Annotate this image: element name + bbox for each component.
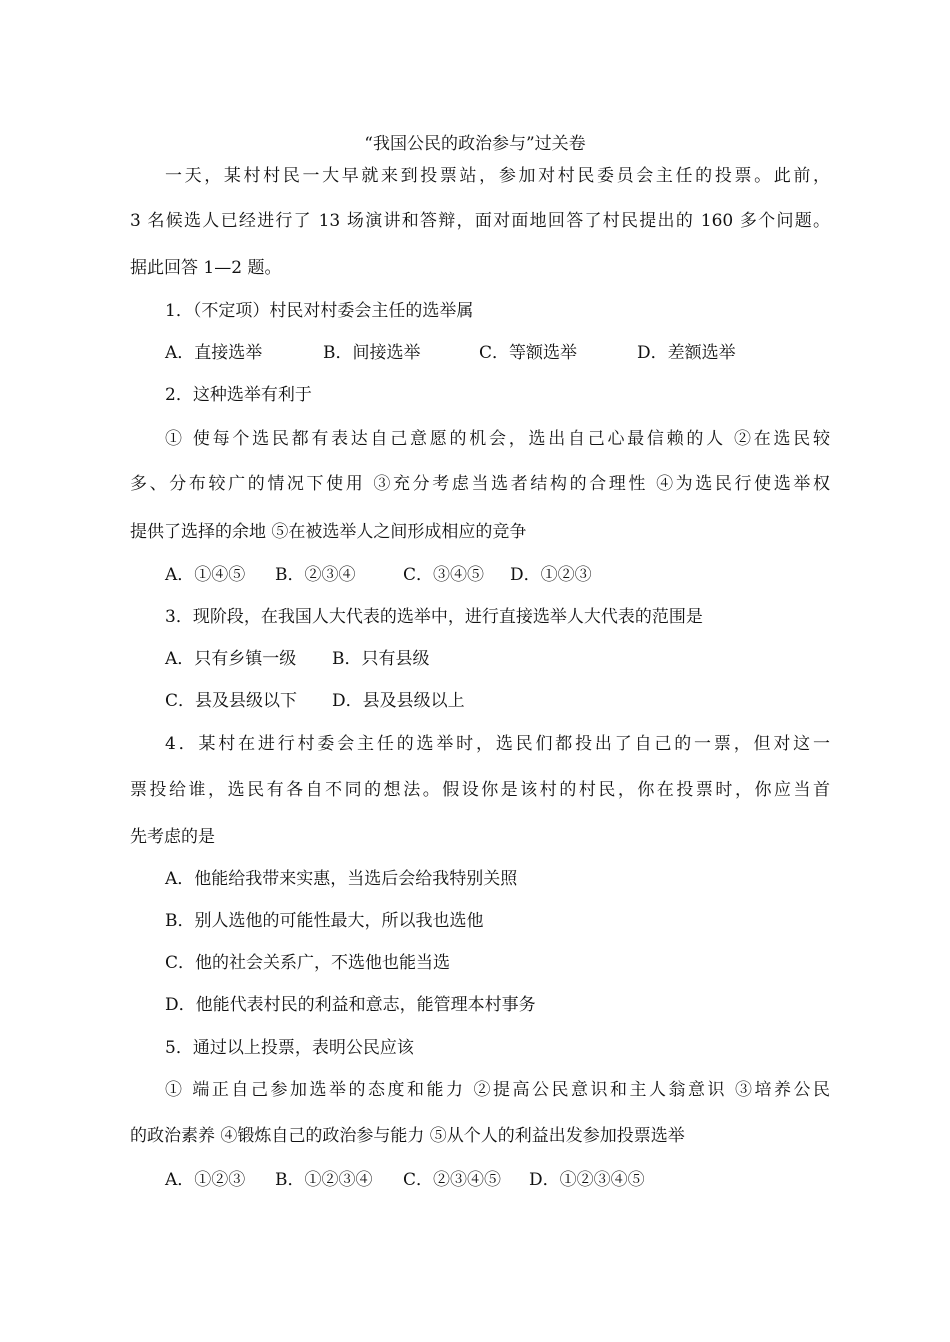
question-5-option-a: A．①②③: [165, 1170, 246, 1190]
document-title: “我国公民的政治参与”过关卷: [364, 134, 586, 154]
question-1-stem: 1．（不定项）村民对村委会主任的选举属: [165, 301, 474, 321]
question-4-stem-line-2: 票投给谁，选民有各自不同的想法。假设你是该村的村民，你在投票时，你应当首: [130, 780, 830, 800]
question-1-option-b: B．间接选举: [323, 343, 421, 363]
question-2-option-d: D．①②③: [510, 565, 592, 585]
question-2-body-line-1: ① 使每个选民都有表达自己意愿的机会，选出自己心最信赖的人 ②在选民较: [165, 429, 830, 449]
question-5-option-d: D．①②③④⑤: [529, 1170, 645, 1190]
question-5-stem: 5．通过以上投票，表明公民应该: [165, 1038, 414, 1058]
intro-line-3: 据此回答 1—2 题。: [130, 258, 282, 278]
question-4-option-b: B．别人选他的可能性最大，所以我也选他: [165, 911, 484, 931]
question-1-option-d: D．差额选举: [637, 343, 736, 363]
intro-line-2: 3 名候选人已经进行了 13 场演讲和答辩，面对面地回答了村民提出的 160 多个问题。: [130, 211, 830, 231]
question-2-body-line-3: 提供了选择的余地 ⑤在被选举人之间形成相应的竞争: [130, 522, 527, 542]
question-4-stem-line-1: 4．某村在进行村委会主任的选举时，选民们都投出了自己的一票，但对这一: [165, 734, 830, 754]
question-2-stem: 2．这种选举有利于: [165, 385, 312, 405]
question-2-option-a: A．①④⑤: [165, 565, 246, 585]
question-3-option-c: C．县及县级以下: [165, 691, 298, 711]
question-2-option-c: C．③④⑤: [403, 565, 485, 585]
question-5-option-b: B．①②③④: [275, 1170, 373, 1190]
intro-line-1: 一天，某村村民一大早就来到投票站，参加对村民委员会主任的投票。此前，: [165, 166, 830, 186]
question-3-option-d: D．县及县级以上: [332, 691, 465, 711]
question-4-option-c: C．他的社会关系广，不选他也能当选: [165, 953, 451, 973]
question-1-option-a: A．直接选举: [165, 343, 263, 363]
question-2-body-line-2: 多、分布较广的情况下使用 ③充分考虑当选者结构的合理性 ④为选民行使选举权: [130, 474, 830, 494]
question-1-option-c: C．等额选举: [479, 343, 578, 363]
question-3-stem: 3．现阶段，在我国人大代表的选举中，进行直接选举人大代表的范围是: [165, 607, 703, 627]
question-3-option-a: A．只有乡镇一级: [165, 649, 297, 669]
question-4-stem-line-3: 先考虑的是: [130, 827, 215, 847]
question-5-body-line-2: 的政治素养 ④锻炼自己的政治参与能力 ⑤从个人的利益出发参加投票选举: [130, 1126, 685, 1146]
question-5-option-c: C．②③④⑤: [403, 1170, 502, 1190]
question-4-option-a: A．他能给我带来实惠，当选后会给我特别关照: [165, 869, 518, 889]
question-3-option-b: B．只有县级: [332, 649, 430, 669]
question-5-body-line-1: ① 端正自己参加选举的态度和能力 ②提高公民意识和主人翁意识 ③培养公民: [165, 1080, 830, 1100]
question-4-option-d: D．他能代表村民的利益和意志，能管理本村事务: [165, 995, 536, 1015]
question-2-option-b: B．②③④: [275, 565, 356, 585]
